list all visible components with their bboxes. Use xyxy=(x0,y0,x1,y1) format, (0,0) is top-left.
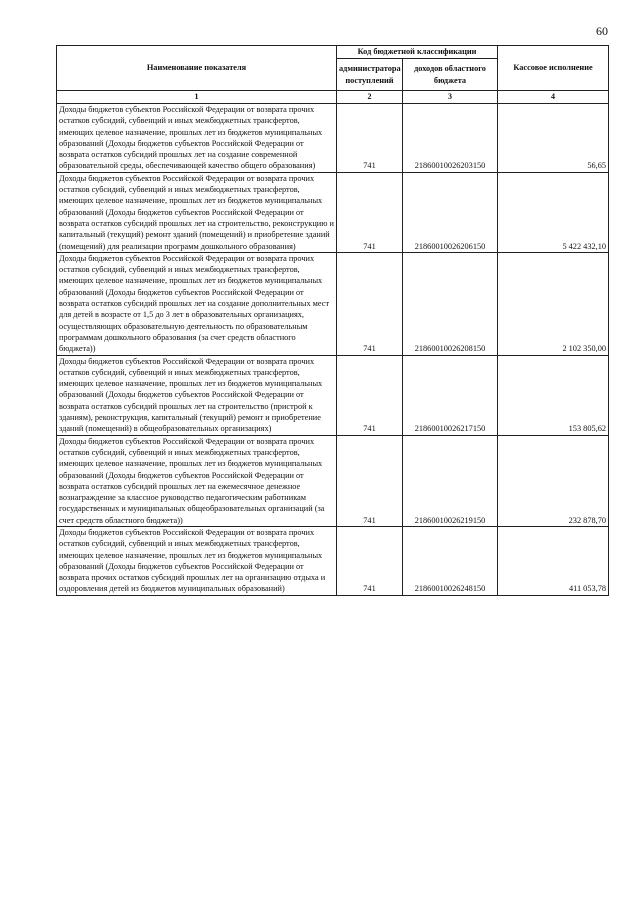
row-name: Доходы бюджетов субъектов Российской Федерации от возврата прочих остатков субсидий, субвенций и иных межбюджетных трансфертов, имеющих целевое назначение, прошлых лет из бюджетов муниципальных образований (Доходы бюджетов субъектов Российской Федерации от возврата остатков субсидий прошлых лет на строительство, реконструкцию и капитальный (текущий) ремонт зданий (помещений) и приобретение зданий (помещений) для реализации программ дошкольного образования) xyxy=(57,172,337,252)
row-amount: 411 053,78 xyxy=(498,526,609,595)
table-row xyxy=(57,252,609,355)
row-amount: 153 805,62 xyxy=(498,355,609,435)
column-number: 1 xyxy=(57,91,337,104)
header-amount: Кассовое исполнение xyxy=(498,46,609,91)
table-row xyxy=(57,526,609,595)
header-name: Наименование показателя xyxy=(57,46,337,91)
row-admin-code: 741 xyxy=(337,435,403,526)
column-number: 2 xyxy=(337,91,403,104)
row-kbk-code: 21860010026208150 xyxy=(403,252,498,355)
table-row xyxy=(57,435,609,526)
row-kbk-code: 21860010026206150 xyxy=(403,172,498,252)
row-amount: 5 422 432,10 xyxy=(498,172,609,252)
budget-table xyxy=(56,45,609,596)
header-admin: администратора поступлений xyxy=(337,59,403,91)
row-name: Доходы бюджетов субъектов Российской Федерации от возврата прочих остатков субсидий, субвенций и иных межбюджетных трансфертов, имеющих целевое назначение, прошлых лет из бюджетов муниципальных образований (Доходы бюджетов субъектов Российской Федерации от возврата остатков субсидий прошлых лет на строительство (пристрой к зданиям), реконструкция, капитальный (текущий) ремонт и приобретение зданий (помещений) в общеобразовательных организациях) xyxy=(57,355,337,435)
row-kbk-code: 21860010026217150 xyxy=(403,355,498,435)
row-name: Доходы бюджетов субъектов Российской Федерации от возврата прочих остатков субсидий, субвенций и иных межбюджетных трансфертов, имеющих целевое назначение, прошлых лет из бюджетов муниципальных образований (Доходы бюджетов субъектов Российской Федерации от возврата прочих остатков субсидий прошлых лет на организацию отдыха и оздоровления детей из бюджетов муниципальных образований) xyxy=(57,526,337,595)
header-kbk-group: Код бюджетной классификации xyxy=(337,46,498,59)
row-admin-code: 741 xyxy=(337,104,403,173)
row-admin-code: 741 xyxy=(337,252,403,355)
row-name: Доходы бюджетов субъектов Российской Федерации от возврата прочих остатков субсидий, субвенций и иных межбюджетных трансфертов, имеющих целевое назначение, прошлых лет из бюджетов муниципальных образований (Доходы бюджетов субъектов Российской Федерации от возврата остатков субсидий прошлых лет на создание дополнительных мест для детей в возрасте от 1,5 до 3 лет в образовательных организациях, осуществляющих образовательную деятельность по образовательным программам дошкольного образования (за счет средств областного бюджета)) xyxy=(57,252,337,355)
row-kbk-code: 21860010026203150 xyxy=(403,104,498,173)
row-amount: 232 878,70 xyxy=(498,435,609,526)
column-number: 4 xyxy=(498,91,609,104)
row-amount: 56,65 xyxy=(498,104,609,173)
table-row xyxy=(57,104,609,173)
table-row xyxy=(57,172,609,252)
table-row xyxy=(57,355,609,435)
header-income: доходов областного бюджета xyxy=(403,59,498,91)
column-number: 3 xyxy=(403,91,498,104)
row-admin-code: 741 xyxy=(337,526,403,595)
row-kbk-code: 21860010026248150 xyxy=(403,526,498,595)
row-kbk-code: 21860010026219150 xyxy=(403,435,498,526)
row-name: Доходы бюджетов субъектов Российской Федерации от возврата прочих остатков субсидий, субвенций и иных межбюджетных трансфертов, имеющих целевое назначение, прошлых лет из бюджетов муниципальных образований (Доходы бюджетов субъектов Российской Федерации от возврата остатков субсидий прошлых лет на ежемесячное денежное вознаграждение за классное руководство педагогическим работникам государственных и муниципальных общеобразовательных организаций (за счет средств областного бюджета)) xyxy=(57,435,337,526)
row-amount: 2 102 350,00 xyxy=(498,252,609,355)
row-admin-code: 741 xyxy=(337,355,403,435)
row-admin-code: 741 xyxy=(337,172,403,252)
page-number: 60 xyxy=(596,24,608,38)
row-name: Доходы бюджетов субъектов Российской Федерации от возврата прочих остатков субсидий, субвенций и иных межбюджетных трансфертов, имеющих целевое назначение, прошлых лет из бюджетов муниципальных образований (Доходы бюджетов субъектов Российской Федерации от возврата остатков субсидий прошлых лет на создание современной образовательной среды, обеспечивающей качество общего образования) xyxy=(57,104,337,173)
